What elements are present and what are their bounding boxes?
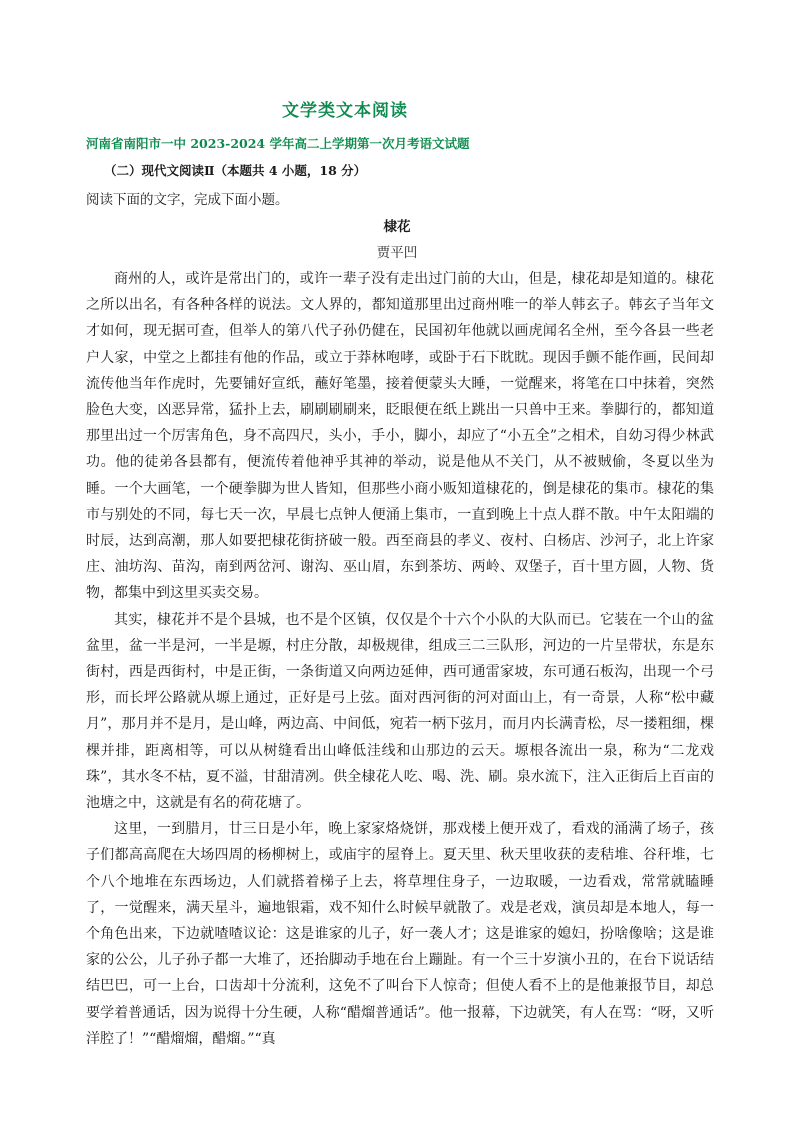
paragraph: 其实，棣花并不是个县城，也不是个区镇，仅仅是个十六个小队的大队而已。它装在一个山的盆盆里，盆一半是河，一半是塬，村庄分散，却极规律，组成三二三队形，河边的一片呈带状，东是东街村，西是西街村，中是正街，一条街道又向两边延伸，西可通雷家坡，东可通石板沟，出现一个弓形，而长坪公路就从塬上通过，正好是弓上弦。面对西河街的河对面山上，有一奇景，人称“松中藏月”，那月并不是月，是山峰，两边高、中间低，宛若一柄下弦月，而月内长满青松，尽一搂粗细，棵棵并排，距离相等，可以从树缝看出山峰低洼线和山那边的云天。塬根各流出一泉，称为“二龙戏珠”，其水冬不枯，夏不溢，甘甜清冽。供全棣花人吃、喝、洗、刷。泉水流下，注入正街后上百亩的池塘之中，这就是有名的荷花塘了。 bbox=[86, 611, 714, 812]
essay-author: 贾平凹 bbox=[376, 245, 418, 261]
essay-body bbox=[86, 266, 714, 1052]
paragraph: 商州的人，或许是常出门的，或许一辈子没有走出过门前的大山，但是，棣花却是知道的。棣花之所以出名，有各种各样的说法。文人界的，都知道那里出过商州唯一的举人韩玄子。韩玄子当年文才如何，现无据可查，但举人的第八代子孙仍健在，民国初年他就以画虎闻名全州，至今各县一些老户人家，中堂之上都挂有他的作品，或立于莽林咆哮，或卧于石下眈眈。现因手颤不能作画，民间却流传他当年作虎时，先要铺好宣纸，蘸好笔墨，接着便蒙头大睡，一觉醒来，将笔在口中抹着，突然脸色大变，凶恶异常，猛扑上去，刷刷刷刷来，眨眼便在纸上跳出一只兽中王来。拳脚行的，都知道那里出过一个厉害角色，身不高四尺，头小，手小，脚小，却应了“小五全”之相术，自幼习得少林武功。他的徒弟各县都有，便流传着他神乎其神的举动，说是他从不关门，从不被贼偷，冬夏以坐为睡。一个大画笔，一个硬拳脚为世人皆知，但那些小商小贩知道棣花的，倒是棣花的集市。棣花的集市与别处的不同，每七天一次，早晨七点钟人便涌上集市，一直到晚上十点人群不散。中午太阳端的时辰，达到高潮，那人如要把棣花街挤破一般。西至商县的孝义、夜村、白杨店、沙河子，北上许家庄、油坊沟、苗沟，南到两岔河、谢沟、巫山眉，东到茶坊、两岭、双堡子，百十里方圆，人物、货物，都集中到这里买卖交易。 bbox=[86, 271, 714, 602]
section-heading: （二）现代文阅读Ⅱ（本题共 4 小题，18 分） bbox=[104, 163, 367, 178]
paragraph: 这里，一到腊月，廿三日是小年，晚上家家烙烧饼，那戏楼上便开戏了，看戏的涌满了场子，孩子们都高高爬在大场四周的杨柳树上，或庙宇的屋脊上。夏天里、秋天里收获的麦秸堆、谷秆堆，七个八个地堆在东西场边，人们就搭着梯子上去，将草埋住身子，一边取暖，一边看戏，常常就瞌睡了，一觉醒来，满天星斗，遍地银霜，戏不知什么时候早就散了。戏是老戏，演员却是本地人，每一个角色出来，下边就喳喳议论：这是谁家的儿子，好一袭人才；这是谁家的媳妇，扮啥像啥；这是谁家的公公，儿子孙子都一大堆了，还抬脚动手地在台上蹦趾。有一个三十岁演小丑的，在台下说话结结巴巴，可一上台，口齿却十分流利，这免不了叫台下人惊奇；但使人看不上的是他兼报节目，却总要学着普通话，因为说得十分生硬，人称“醋熘普通话”。他一报幕，下边就笑，有人在骂：“呀，又听洋腔了！”“醋熘熘，醋熘。”“真 bbox=[86, 821, 714, 1047]
instruction-text: 阅读下面的文字，完成下面小题。 bbox=[86, 192, 289, 208]
essay-title: 棣花 bbox=[383, 219, 411, 235]
source-line: 河南省南阳市一中 2023-2024 学年高二上学期第一次月考语文试题 bbox=[86, 136, 470, 151]
document-title: 文学类文本阅读 bbox=[282, 101, 408, 121]
